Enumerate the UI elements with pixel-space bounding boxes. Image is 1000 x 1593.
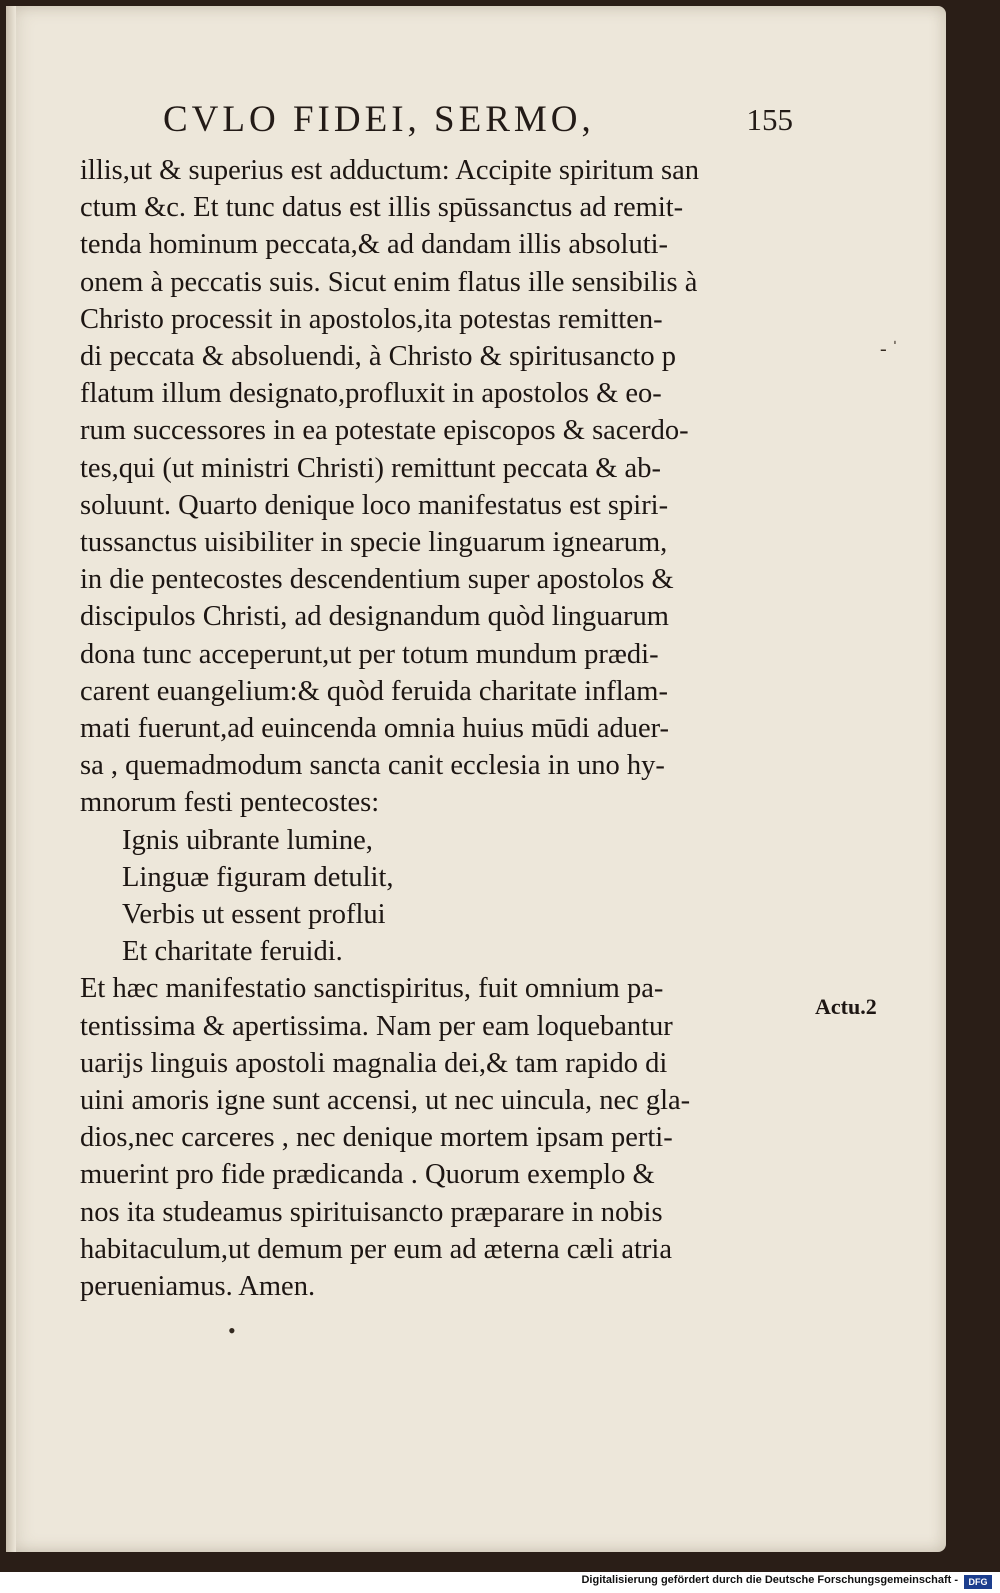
ink-dot: •	[228, 1318, 236, 1343]
text-line: habitaculum,ut demum per eum ad æterna cæli atria	[80, 1233, 672, 1265]
text-line: Et hæc manifestatio sanctispiritus, fuit omnium pa-	[80, 973, 664, 1005]
text-line: sa , quemadmodum sancta canit ecclesia in uno hy-	[80, 750, 665, 782]
page-number: 155	[746, 102, 793, 137]
text-line: onem à peccatis suis. Sicut enim flatus ille sensibilis à	[80, 266, 698, 298]
text-line: tussanctus uisibiliter in specie linguarum ignearum,	[80, 527, 668, 559]
text-line: perueniamus. Amen.	[80, 1271, 316, 1303]
running-title: CVLO FIDEI, SERMO,	[163, 99, 595, 140]
text-line: soluunt. Quarto denique loco manifestatus est spiri-	[80, 489, 669, 521]
margin-mark: ‐ ˈ	[880, 338, 899, 360]
text-line: muerint pro fide prædicanda . Quorum exemplo &	[80, 1159, 655, 1191]
text-line: tes,qui (ut ministri Christi) remittunt peccata & ab-	[80, 452, 661, 484]
page-gutter	[6, 6, 16, 1552]
marginal-reference: Actu.2	[815, 994, 877, 1019]
digitization-footer	[0, 1572, 1000, 1593]
text-line: rum successores in ea potestate episcopos & sacerdo-	[80, 415, 689, 447]
text-line: uini amoris igne sunt accensi, ut nec uincula, nec gla-	[80, 1085, 691, 1117]
text-line: mnorum festi pentecostes:	[80, 787, 380, 819]
text-line: uarijs linguis apostoli magnalia dei,& tam rapido di	[80, 1047, 668, 1079]
verse-line: Et charitate feruidi.	[122, 936, 343, 968]
text-line: discipulos Christi, ad designandum quòd linguarum	[80, 601, 669, 633]
text-line: in die pentecostes descendentium super apostolos &	[80, 564, 674, 596]
sermon-text	[80, 152, 800, 1305]
text-line: mati fuerunt,ad euincenda omnia huius mūdi aduer-	[80, 713, 670, 745]
text-line: dona tunc acceperunt,ut per totum mundum prædi-	[80, 638, 659, 670]
funding-credit: Digitalisierung gefördert durch die Deutsche Forschungsgemeinschaft -	[581, 1574, 958, 1586]
hymn-verse	[80, 822, 800, 971]
text-line: carent euangelium:& quòd feruida charitate inflam-	[80, 675, 668, 707]
running-head	[163, 98, 793, 144]
text-line: tenda hominum peccata,& ad dandam illis absoluti-	[80, 229, 669, 261]
text-line: ctum &c. Et tunc datus est illis spūssanctus ad remit-	[80, 192, 684, 224]
verse-line: Verbis ut essent proflui	[122, 899, 386, 931]
dfg-logo: DFG	[964, 1575, 992, 1589]
text-line: dios,nec carceres , nec denique mortem ipsam perti-	[80, 1122, 673, 1154]
text-line: nos ita studeamus spirituisancto præparare in nobis	[80, 1196, 663, 1228]
verse-line: Linguæ figuram detulit,	[122, 861, 394, 893]
verse-line: Ignis uibrante lumine,	[122, 824, 373, 856]
text-line: flatum illum designato,profluxit in apostolos & eo-	[80, 378, 662, 410]
text-line: Christo processit in apostolos,ita potestas remitten-	[80, 303, 663, 335]
text-line: tentissima & apertissima. Nam per eam loquebantur	[80, 1010, 673, 1042]
closing-paragraph	[80, 970, 800, 1305]
text-line: di peccata & absoluendi, à Christo & spiritusancto p	[80, 341, 676, 373]
text-line: illis,ut & superius est adductum: Accipite spiritum san	[80, 155, 700, 186]
body-paragraph	[80, 152, 800, 822]
